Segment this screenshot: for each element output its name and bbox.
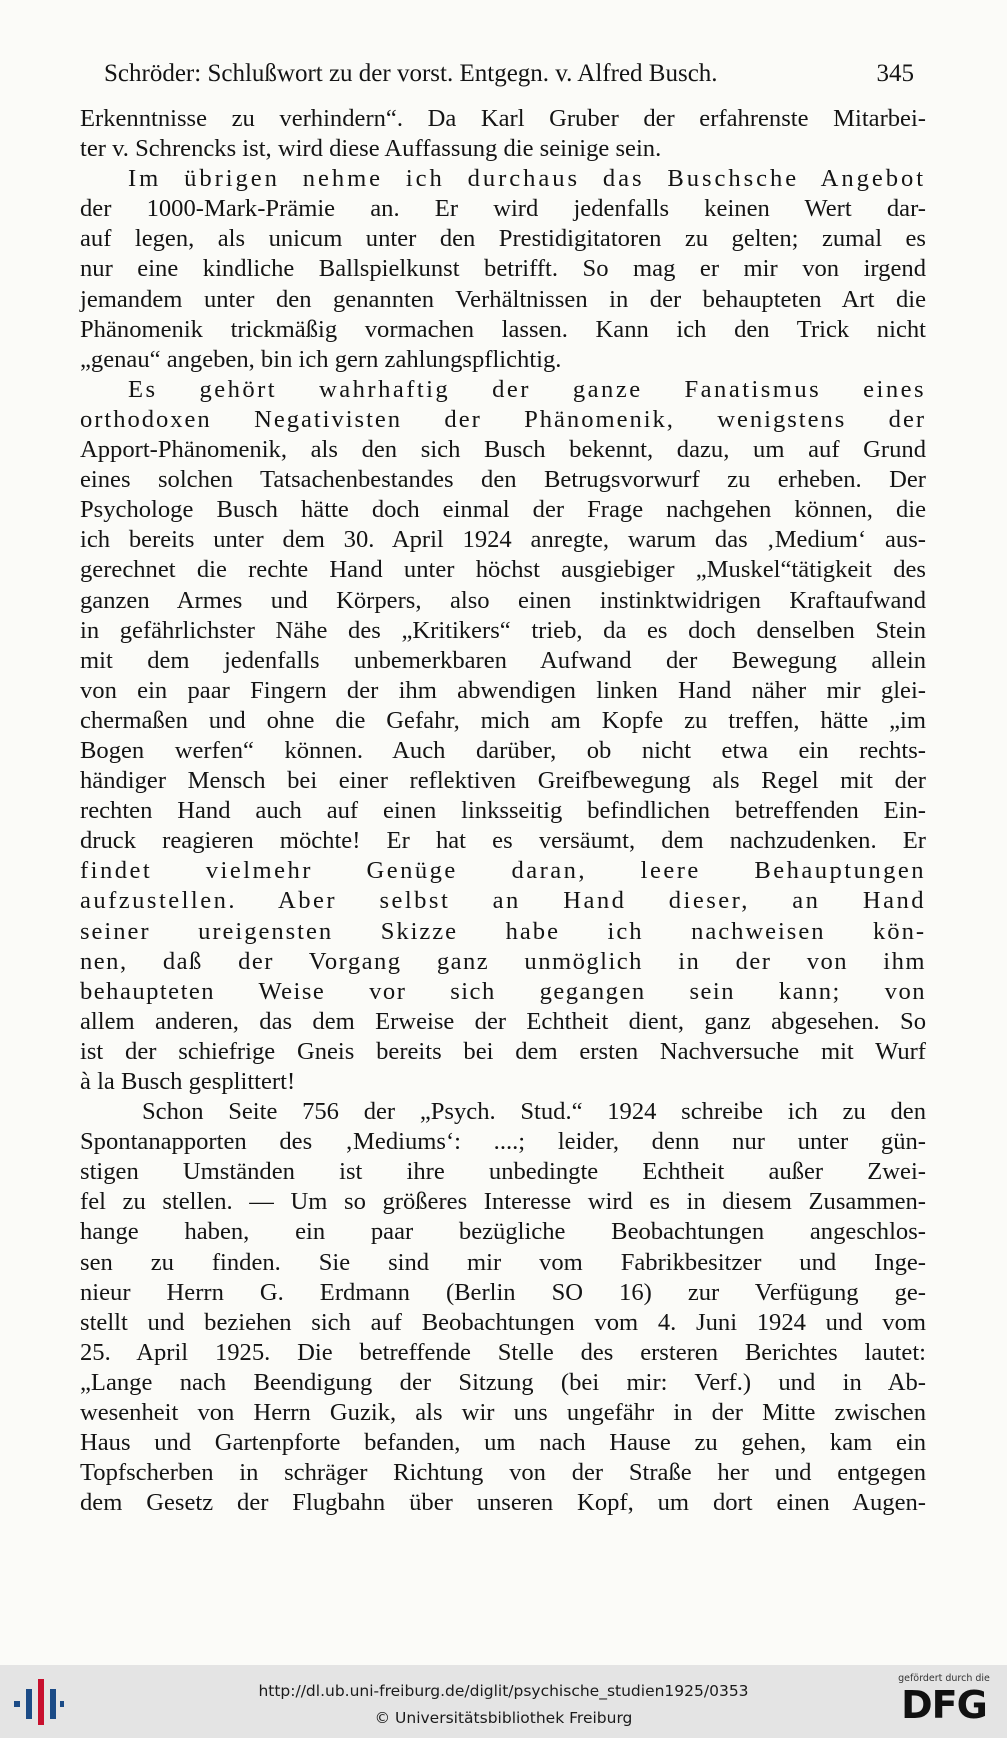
text-line: druck reagieren möchte! Er hat es versäumt, dem nachzudenken. Er bbox=[80, 827, 926, 855]
text-line: Psychologe Busch hätte doch einmal der Frage nachgehen können, die bbox=[80, 496, 926, 524]
dfg-funder-logo bbox=[890, 1673, 998, 1733]
text-line: mit dem jedenfalls unbemerkbaren Aufwand der Bewegung allein bbox=[80, 646, 926, 674]
text-line: in gefährlichster Nähe des „Kritikers“ trieb, da es doch denselben Stein bbox=[80, 616, 926, 644]
text-line: dem Gesetz der Flugbahn über unseren Kopf, um dort einen Augen- bbox=[80, 1489, 926, 1517]
text-line: nur eine kindliche Ballspielkunst betrifft. So mag er mir von irgend bbox=[80, 255, 926, 283]
text-line: Spontanapporten des ‚Mediums‘: ....; leider, denn nur unter gün- bbox=[80, 1128, 926, 1156]
text-line: findet vielmehr Genüge daran, leere Behauptungen bbox=[80, 857, 926, 885]
text-line: nieur Herrn G. Erdmann (Berlin SO 16) zur Verfügung ge- bbox=[80, 1278, 926, 1306]
text-line: händiger Mensch bei einer reflektiven Greifbewegung als Regel mit der bbox=[80, 767, 926, 795]
text-line: Bogen werfen“ können. Auch darüber, ob nicht etwa ein rechts- bbox=[80, 736, 926, 764]
text-line: hange haben, ein paar bezügliche Beobachtungen angeschlos- bbox=[80, 1218, 926, 1246]
running-title: Schröder: Schlußwort zu der vorst. Entgegn. v. Alfred Busch. bbox=[104, 60, 718, 87]
copyright-notice: © Universitätsbibliothek Freiburg bbox=[374, 1709, 633, 1727]
text-line: Im übrigen nehme ich durchaus das Buschsche Angebot bbox=[128, 165, 926, 193]
text-line: Erkenntnisse zu verhindern“. Da Karl Gruber der erfahrenste Mitarbei- bbox=[80, 105, 926, 132]
text-line: orthodoxen Negativisten der Phänomenik, wenigstens der bbox=[80, 405, 926, 433]
text-line: „Lange nach Beendigung der Sitzung (bei mir: Verf.) und in Ab- bbox=[80, 1368, 926, 1396]
text-line: allem anderen, das dem Erweise der Echtheit dient, ganz abgesehen. So bbox=[80, 1007, 926, 1035]
text-line: Apport-Phänomenik, als den sich Busch bekennt, dazu, um auf Grund bbox=[80, 436, 926, 464]
text-line: Es gehört wahrhaftig der ganze Fanatismus eines bbox=[128, 375, 926, 403]
running-header bbox=[104, 58, 914, 90]
body-text bbox=[80, 104, 926, 1518]
text-line: Haus und Gartenpforte befanden, um nach Hause zu gehen, kam ein bbox=[80, 1429, 926, 1457]
viewer-footer bbox=[0, 1665, 1007, 1738]
text-line: auf legen, als unicum unter den Prestidigitatoren zu gelten; zumal es bbox=[80, 225, 926, 253]
page-number: 345 bbox=[876, 60, 914, 87]
text-line: wesenheit von Herrn Guzik, als wir uns ungefähr in der Mitte zwischen bbox=[80, 1399, 926, 1427]
text-line: gerechnet die rechte Hand unter höchst ausgiebiger „Muskel“tätigkeit des bbox=[80, 556, 926, 584]
text-line: à la Busch gesplittert! bbox=[80, 1068, 296, 1095]
text-line: Topfscherben in schräger Richtung von der Straße her und entgegen bbox=[80, 1459, 926, 1487]
text-line: „genau“ angeben, bin ich gern zahlungspflichtig. bbox=[80, 345, 562, 373]
permalink-url[interactable]: http://dl.ub.uni-freiburg.de/diglit/psychische_studien1925/0353 bbox=[258, 1682, 749, 1700]
funder-note: gefördert durch die bbox=[898, 1673, 990, 1684]
text-line: Schon Seite 756 der „Psych. Stud.“ 1924 schreibe ich zu den bbox=[142, 1098, 926, 1126]
text-line: seiner ureigensten Skizze habe ich nachweisen kön- bbox=[80, 917, 926, 945]
text-line: der 1000-Mark-Prämie an. Er wird jedenfalls keinen Wert dar- bbox=[80, 195, 926, 223]
text-line: stigen Umständen ist ihre unbedingte Echtheit außer Zwei- bbox=[80, 1158, 926, 1186]
text-line: Phänomenik trickmäßig vormachen lassen. Kann ich den Trick nicht bbox=[80, 315, 926, 343]
text-line: stellt und beziehen sich auf Beobachtungen vom 4. Juni 1924 und vom bbox=[80, 1308, 926, 1336]
text-line: jemandem unter den genannten Verhältnissen in der behaupteten Art die bbox=[80, 285, 926, 313]
text-line: von ein paar Fingern der ihm abwendigen linken Hand näher mir glei- bbox=[80, 676, 926, 704]
text-line: ter v. Schrencks ist, wird diese Auffassung die seinige sein. bbox=[80, 135, 662, 163]
text-line: 25. April 1925. Die betreffende Stelle des ersteren Berichtes lautet: bbox=[80, 1338, 926, 1366]
text-line: chermaßen und ohne die Gefahr, mich am Kopfe zu treffen, hätte „im bbox=[80, 706, 926, 734]
text-line: rechten Hand auch auf einen linksseitig befindlichen betreffenden Ein- bbox=[80, 797, 926, 825]
text-line: behaupteten Weise vor sich gegangen sein kann; von bbox=[80, 977, 926, 1005]
text-line: aufzustellen. Aber selbst an Hand dieser, an Hand bbox=[80, 887, 926, 915]
text-line: eines solchen Tatsachenbestandes den Betrugsvorwurf zu erheben. Der bbox=[80, 466, 926, 494]
text-line: ist der schiefrige Gneis bereits bei dem ersten Nachversuche mit Wurf bbox=[80, 1037, 926, 1065]
text-line: ich bereits unter dem 30. April 1924 anregte, warum das ‚Medium‘ aus- bbox=[80, 526, 926, 554]
text-line: fel zu stellen. — Um so größeres Interesse wird es in diesem Zusammen- bbox=[80, 1188, 926, 1216]
dfg-logo-icon: DFG bbox=[901, 1683, 987, 1727]
text-line: nen, daß der Vorgang ganz unmöglich in der von ihm bbox=[80, 947, 926, 975]
text-line: sen zu finden. Sie sind mir vom Fabrikbesitzer und Inge- bbox=[80, 1248, 926, 1276]
text-line: ganzen Armes und Körpers, also einen instinktwidrigen Kraftaufwand bbox=[80, 586, 926, 614]
